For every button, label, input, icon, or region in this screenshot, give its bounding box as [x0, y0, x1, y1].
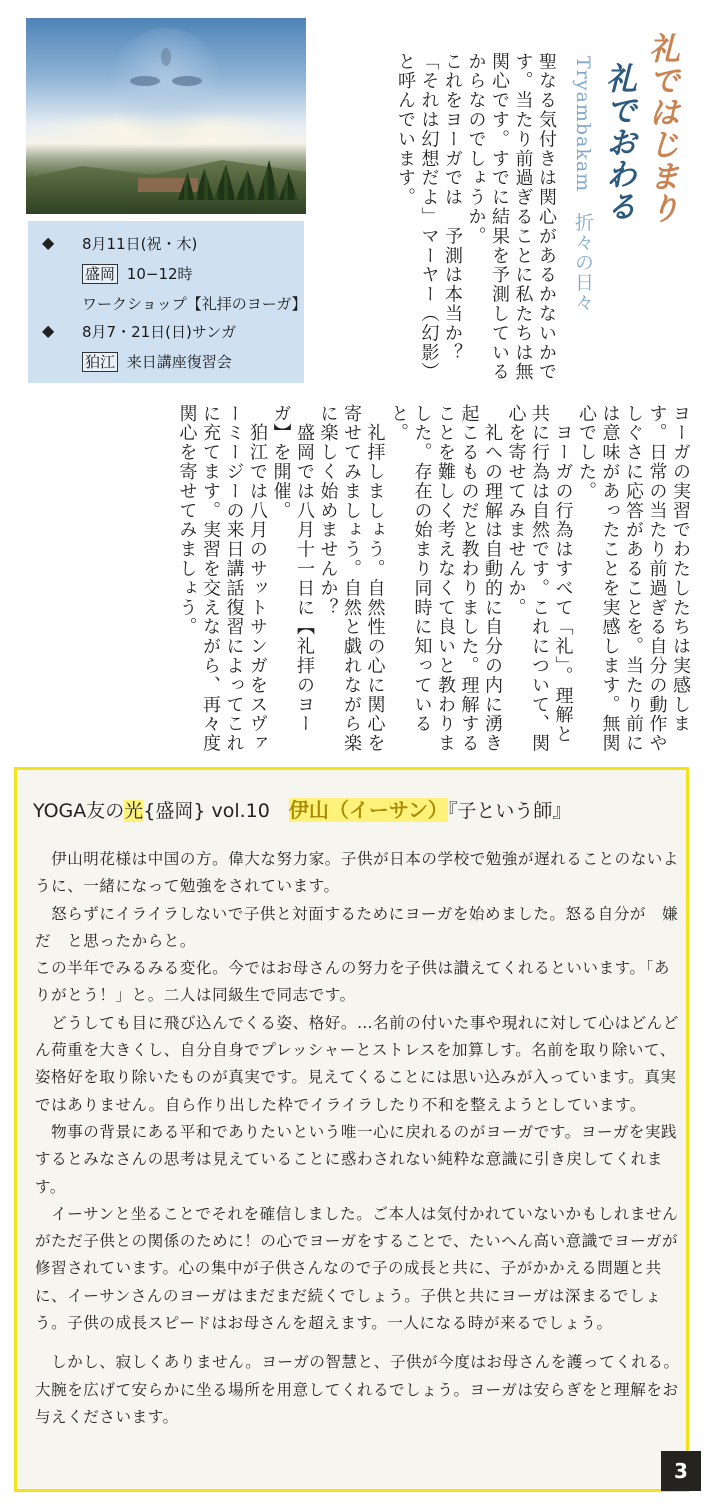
event1-title: ワークショップ【礼拝のヨーガ】 — [82, 295, 307, 313]
diamond-bullet-icon: ◆ — [42, 233, 55, 252]
column-paragraph: どうしても目に飛び込んでくる姿、格好。…名前の付いた事や現れに対して心はどんどん荷重を大きくし、自分自身でプレッシャーとストレスを加算しす。名前を取り除いて、姿格好を取り除いたものが真実です。見えてくることには思い込みが入っています。真実ではありません。自ら作り出した枠でイライラしたり不和を整えようとしています。 — [35, 1013, 680, 1114]
series-label: Tryambakam 折々の日々 — [572, 56, 594, 313]
event2-date: 8月7・21日(日)サンガ — [82, 323, 237, 341]
heading-prefix: YOGA友の — [33, 800, 125, 822]
right-eye — [172, 76, 202, 86]
deity-face-image — [108, 28, 224, 148]
event2-title: 来日講座復習会 — [126, 353, 232, 371]
event2-place-title — [82, 351, 232, 372]
event1-place-time — [82, 263, 193, 284]
event1-time: 10−12時 — [126, 265, 193, 283]
event-info-box — [28, 221, 307, 383]
page-number: 3 — [661, 1451, 701, 1491]
diamond-bullet-icon: ◆ — [42, 321, 55, 340]
page-subtitle: 礼でおわる — [600, 62, 636, 222]
yoga-friends-column — [14, 767, 689, 1492]
page-title: 礼ではじまり — [643, 32, 679, 224]
main-article-text: ヨーガの実習でわたしたちは実感します。日常の当たり前過ぎる自分の動作やしぐさに応答があることを。当たり前には意味があったことを実感します。無関心でした。 ヨーガの行為はすべて「礼」。理解と共に行為は自然です。これについて、関心を寄せてみませんか。 礼への理解は自動的に自分の内に湧き起こるものだと教わりました。理解することを難しく考えなくて良いと教わりました。存在の始まり同時に知っていると。 礼拝しましょう。自然性の心に関心を寄せてみましょう。自然と戯れながら楽に楽しく始めませんか？ 盛岡では八月十一日に【礼拝のヨーガ】を開催。 狛江では八月のサットサンガをスヴァーミージーの来日講話復習によってこれに充てます。実習を交えながら、再々度関心を寄せてみましょう。 — [176, 404, 691, 754]
heading-light: 光 — [124, 800, 144, 822]
column-paragraph: しかし、寂しくありません。ヨーガの智慧と、子供が今度はお母さんを護ってくれる。大腕を広げて安らかに坐る場所を用意してくれるでしょう。ヨーガは安らぎをと理解をお与えくださいます。 — [35, 1353, 680, 1426]
column-paragraph: 物事の背景にある平和でありたいという唯一心に戻れるのがヨーガです。ヨーガを実践するとみなさんの思考は見えていることに惑わされない純粋な意識に引き戻してくれます。 — [35, 1122, 678, 1196]
intro-paragraph: 聖なる気付きは関心があるかないかです。当たり前過ぎることに私たちは無関心です。すでに結果を予測しているからなのでしょうか。 これをヨーガでは 予測は本当か？「それは幻想だよ」マーヤー（幻影）と呼んでいます。 — [395, 52, 557, 382]
left-eye — [130, 76, 160, 86]
column-paragraph: 怒らずにイライラしないで子供と対面するためにヨーガを始めました。怒る自分が 嫌だ と思ったからと。 — [35, 904, 679, 950]
column-body — [35, 846, 685, 1431]
heading-title: 『子という師』 — [447, 800, 572, 822]
forehead-mark — [161, 48, 171, 66]
event1-place: 盛岡 — [82, 264, 118, 284]
header-photo — [26, 18, 306, 214]
heading-place: {盛岡} vol.10 — [143, 800, 270, 822]
column-paragraph: この半年でみるみる変化。今ではお母さんの努力を子供は讃えてくれるといいます。「ありがとう！」と。二人は同級生で同志です。 — [35, 959, 671, 1005]
event1-date: 8月11日(祝・木) — [82, 235, 198, 253]
column-paragraph: イーサンと坐ることでそれを確信しました。ご本人は気付かれていないかもしれませんがただ子供との関係のために！の心でヨーガをすることで、たいへん高い意識でヨーガが修習されています。心の集中が子供さんなので子の成長と共に、子がかかえる問題と共に、イーサンさんのヨーガはまだまだ続くでしょう。子供と共にヨーガは深まるでしょう。子供の成長スピードはお母さんを超えます。一人になる時が来るでしょう。 — [35, 1204, 679, 1333]
column-paragraph: 伊山明花様は中国の方。偉大な努力家。子供が日本の学校で勉強が遅れることのないように、一緒になって勉強をされています。 — [35, 850, 680, 896]
event2-place: 狛江 — [82, 352, 118, 372]
column-heading — [33, 794, 571, 823]
heading-name: 伊山（イーサン） — [288, 798, 448, 822]
